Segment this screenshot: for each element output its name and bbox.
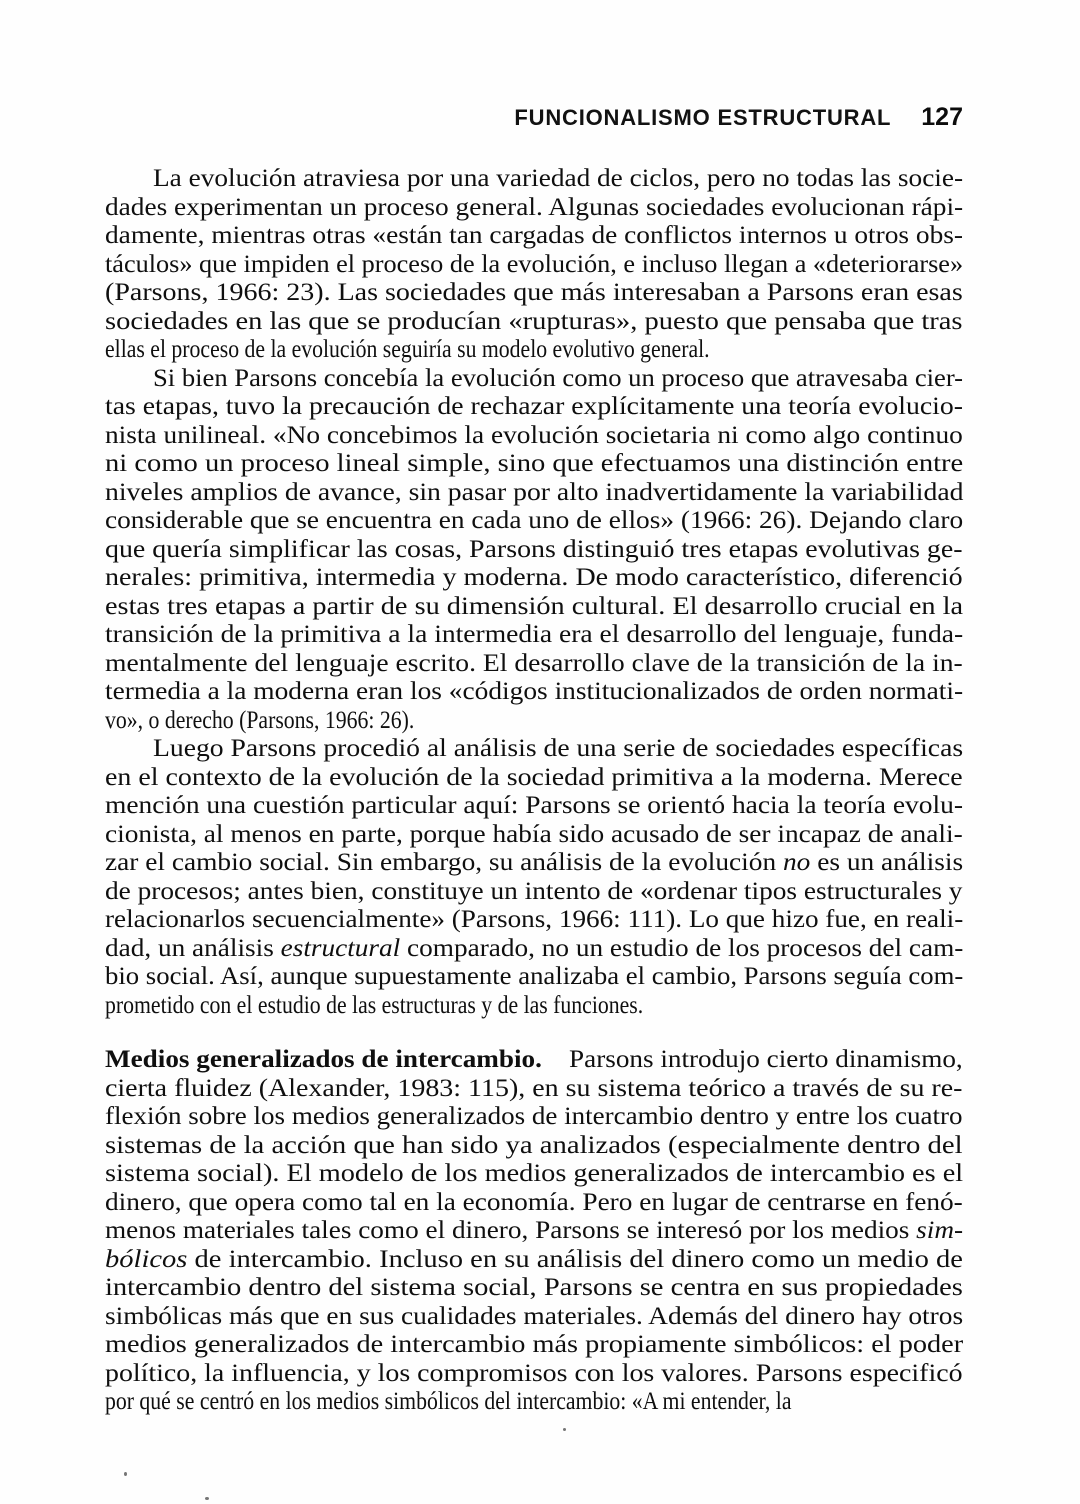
body-text — [542, 1046, 569, 1073]
body-text: dades experimentan un proceso general. Algunas sociedades evolucionan rápi- — [105, 193, 964, 221]
body-text: (Parsons, 1966: 23). Las sociedades que más interesaban a Parsons eran esas — [105, 279, 963, 306]
text-line — [105, 764, 963, 793]
text-line-content — [105, 1303, 963, 1332]
text-line-content — [105, 564, 963, 593]
text-line-content — [105, 279, 963, 308]
text-line — [105, 735, 963, 764]
text-line-content — [105, 1189, 963, 1218]
text-line-content — [105, 963, 963, 992]
text-line — [105, 1046, 963, 1075]
text-line-content — [105, 1132, 963, 1161]
text-line-content — [105, 336, 710, 365]
body-text: intercambio dentro del sistema social, Parsons se centra en sus propiedades — [105, 1274, 963, 1301]
text-line — [105, 1075, 963, 1104]
body-text: transición de la primitiva a la intermedia era el desarrollo del lenguaje, funda- — [105, 621, 964, 648]
text-line-content — [105, 1388, 792, 1417]
text-line — [105, 906, 963, 935]
text-line-content — [105, 479, 963, 508]
text-line-content — [105, 906, 963, 935]
body-text: es un análisis — [810, 849, 964, 876]
body-text: mentalmente del lenguaje escrito. El desarrollo clave de la transición de la in- — [105, 649, 963, 677]
text-line-content — [105, 422, 963, 451]
paragraph — [105, 1046, 963, 1417]
text-line-content — [105, 507, 963, 536]
emphasis-text: sim- — [916, 1217, 964, 1244]
text-line — [105, 507, 963, 536]
text-line-content — [105, 621, 963, 650]
body-text: Luego Parsons procedió al análisis de una serie de sociedades específicas — [153, 735, 964, 762]
text-line — [105, 393, 963, 422]
text-line-content — [105, 1103, 962, 1132]
text-line-content — [153, 735, 963, 764]
text-line — [105, 593, 963, 622]
running-header-title: FUNCIONALISMO ESTRUCTURAL — [514, 105, 892, 130]
body-text: sistemas de la acción que han sido ya analizados (especialmente dentro del — [105, 1131, 963, 1159]
text-line-content — [105, 764, 963, 793]
text-line — [105, 678, 963, 707]
body-text: flexión sobre los medios generalizados de intercambio dentro y entre los cuatro — [105, 1103, 963, 1130]
text-line-content — [105, 821, 963, 850]
scan-speck — [563, 1428, 566, 1431]
text-line-content — [105, 992, 643, 1021]
body-text: Si bien Parsons concebía la evolución como un proceso que atravesaba cier- — [153, 364, 964, 392]
text-line — [105, 963, 963, 992]
text-block — [105, 165, 963, 1417]
text-line — [105, 878, 963, 907]
scan-speck — [124, 1472, 127, 1476]
page-content — [105, 0, 963, 1417]
text-line — [105, 1160, 963, 1189]
text-line-content — [105, 222, 963, 251]
body-text: La evolución atraviesa por una variedad de ciclos, pero no todas las socie- — [153, 165, 964, 192]
text-line — [105, 650, 963, 679]
running-header — [105, 103, 963, 131]
text-line — [105, 479, 963, 508]
body-text: considerable que se encuentra en cada uno de ellos» (1966: 26). Dejando claro — [105, 507, 964, 534]
body-text: político, la influencia, y los compromisos con los valores. Parsons especificó — [105, 1359, 963, 1387]
body-text: dinero, que opera como tal en la economía. Pero en lugar de centrarse en fenó- — [105, 1188, 963, 1216]
text-line-content — [105, 393, 963, 422]
body-text: que quería simplificar las cosas, Parsons distinguió tres etapas evolutivas ge- — [105, 535, 963, 563]
text-line — [105, 251, 963, 280]
text-line-content — [105, 878, 962, 907]
page-number: 127 — [921, 103, 963, 131]
body-text: vo», o derecho (Parsons, 1966: 26). — [105, 706, 415, 734]
text-line — [105, 1246, 963, 1275]
text-line — [105, 165, 963, 194]
text-line-content — [105, 1075, 962, 1104]
body-text: mención una cuestión particular aquí: Parsons se orientó hacia la teoría evolu- — [105, 792, 963, 819]
body-text: cierta fluidez (Alexander, 1983: 115), en su sistema teórico a través de su re- — [105, 1074, 963, 1102]
body-text: sociedades en las que se producían «rupturas», puesto que pensaba que tras — [105, 307, 963, 335]
body-text: zar el cambio social. Sin embargo, su análisis de la evolución — [105, 849, 783, 876]
body-text: ellas el proceso de la evolución seguiría su modelo evolutivo general. — [105, 336, 710, 363]
text-line — [105, 536, 963, 565]
text-line — [105, 194, 963, 223]
body-text: nista unilineal. «No concebimos la evolución societaria ni como algo continuo — [105, 421, 963, 449]
text-line — [105, 308, 963, 337]
text-line — [105, 422, 963, 451]
text-line-content — [105, 450, 963, 479]
body-text: cionista, al menos en parte, porque había sido acusado de ser incapaz de anali- — [105, 820, 963, 848]
body-text: de intercambio. Incluso en su análisis del dinero como un medio de — [187, 1245, 963, 1273]
body-text: medios generalizados de intercambio más propiamente simbólicos: el poder — [105, 1331, 964, 1358]
text-line — [105, 1217, 963, 1246]
body-text: estas tres etapas a partir de su dimensión cultural. El desarrollo crucial en la — [105, 592, 964, 620]
emphasis-text: estructural — [280, 934, 401, 962]
text-line — [105, 1274, 963, 1303]
text-line-content — [153, 365, 963, 394]
body-text: damente, mientras otras «están tan cargadas de conflictos internos u otros obs- — [105, 222, 964, 249]
first-line-indent — [105, 185, 153, 186]
text-line — [105, 621, 963, 650]
emphasis-text: no — [782, 849, 811, 876]
text-line — [105, 1103, 963, 1132]
text-line-content — [105, 792, 963, 821]
text-line — [105, 821, 963, 850]
text-line — [105, 336, 963, 365]
text-line — [105, 1388, 963, 1417]
body-text: termedia a la moderna eran los «códigos institucionalizados de orden normati- — [105, 678, 964, 705]
text-line-content — [105, 1331, 963, 1360]
paragraph — [105, 165, 963, 365]
text-line-content — [105, 536, 963, 565]
text-line-content — [105, 194, 963, 223]
text-line — [105, 1303, 963, 1332]
text-line — [105, 564, 963, 593]
body-text: prometido con el estudio de las estructuras y de las funciones. — [105, 991, 644, 1019]
paragraph — [105, 365, 963, 736]
text-line — [105, 707, 963, 736]
text-line-content — [153, 165, 963, 194]
body-text: simbólicas más que en sus cualidades materiales. Además del dinero hay otros — [105, 1302, 964, 1330]
text-line-content — [105, 593, 963, 622]
body-text: nerales: primitiva, intermedia y moderna. De modo característico, diferenció — [105, 564, 963, 591]
body-text: de procesos; antes bien, constituye un intento de «ordenar tipos estructurales y — [105, 877, 963, 905]
text-line-content — [105, 678, 963, 707]
text-line — [105, 222, 963, 251]
text-line — [105, 1360, 963, 1389]
text-line — [105, 849, 963, 878]
text-line-content — [105, 1217, 963, 1246]
body-text: comparado, no un estudio de los procesos del cam- — [400, 934, 964, 962]
text-line — [105, 792, 963, 821]
text-line-content — [105, 308, 962, 337]
text-line-content — [105, 1160, 963, 1189]
body-text: bio social. Así, aunque supuestamente analizaba el cambio, Parsons seguía com- — [105, 963, 964, 990]
text-line — [105, 1189, 963, 1218]
body-text: dad, un análisis — [105, 934, 281, 962]
text-line-content — [105, 1046, 963, 1075]
text-line — [105, 450, 963, 479]
text-line-content — [105, 849, 963, 878]
text-line-content — [105, 1360, 963, 1389]
body-text: menos materiales tales como el dinero, Parsons se interesó por los medios — [105, 1217, 917, 1244]
text-line-content — [105, 707, 414, 736]
body-text: Parsons introdujo cierto dinamismo, — [569, 1046, 963, 1073]
text-line — [105, 365, 963, 394]
section-heading-text: Medios generalizados de intercambio. — [105, 1046, 542, 1073]
text-line — [105, 1331, 963, 1360]
text-line-content — [105, 1274, 963, 1303]
text-line-content — [105, 650, 963, 679]
body-text: relacionarlos secuencialmente» (Parsons, 1966: 111). Lo que hizo fue, en reali- — [105, 906, 964, 933]
scan-speck — [205, 1497, 209, 1500]
first-line-indent — [105, 755, 153, 756]
text-line — [105, 1132, 963, 1161]
emphasis-text: bólicos — [105, 1245, 188, 1273]
paragraph — [105, 735, 963, 1020]
text-line — [105, 935, 963, 964]
body-text: sistema social). El modelo de los medios generalizados de intercambio es el — [105, 1160, 964, 1187]
body-text: ni como un proceso lineal simple, sino que efectuamos una distinción entre — [105, 450, 964, 477]
text-line-content — [105, 1246, 963, 1275]
text-line — [105, 279, 963, 308]
text-line-content — [105, 935, 963, 964]
body-text: en el contexto de la evolución de la sociedad primitiva a la moderna. Merece — [105, 763, 963, 791]
body-text: táculos» que impiden el proceso de la evolución, e incluso llegan a «deteriorarse» — [105, 250, 964, 278]
first-line-indent — [105, 385, 153, 386]
text-line-content — [105, 251, 963, 280]
body-text: niveles amplios de avance, sin pasar por alto inadvertidamente la variabilidad — [105, 478, 964, 506]
body-text: por qué se centró en los medios simbólicos del intercambio: «A mi entender, la — [105, 1388, 792, 1415]
body-text: tas etapas, tuvo la precaución de rechazar explícitamente una teoría evolucio- — [105, 393, 963, 420]
text-line — [105, 992, 963, 1021]
